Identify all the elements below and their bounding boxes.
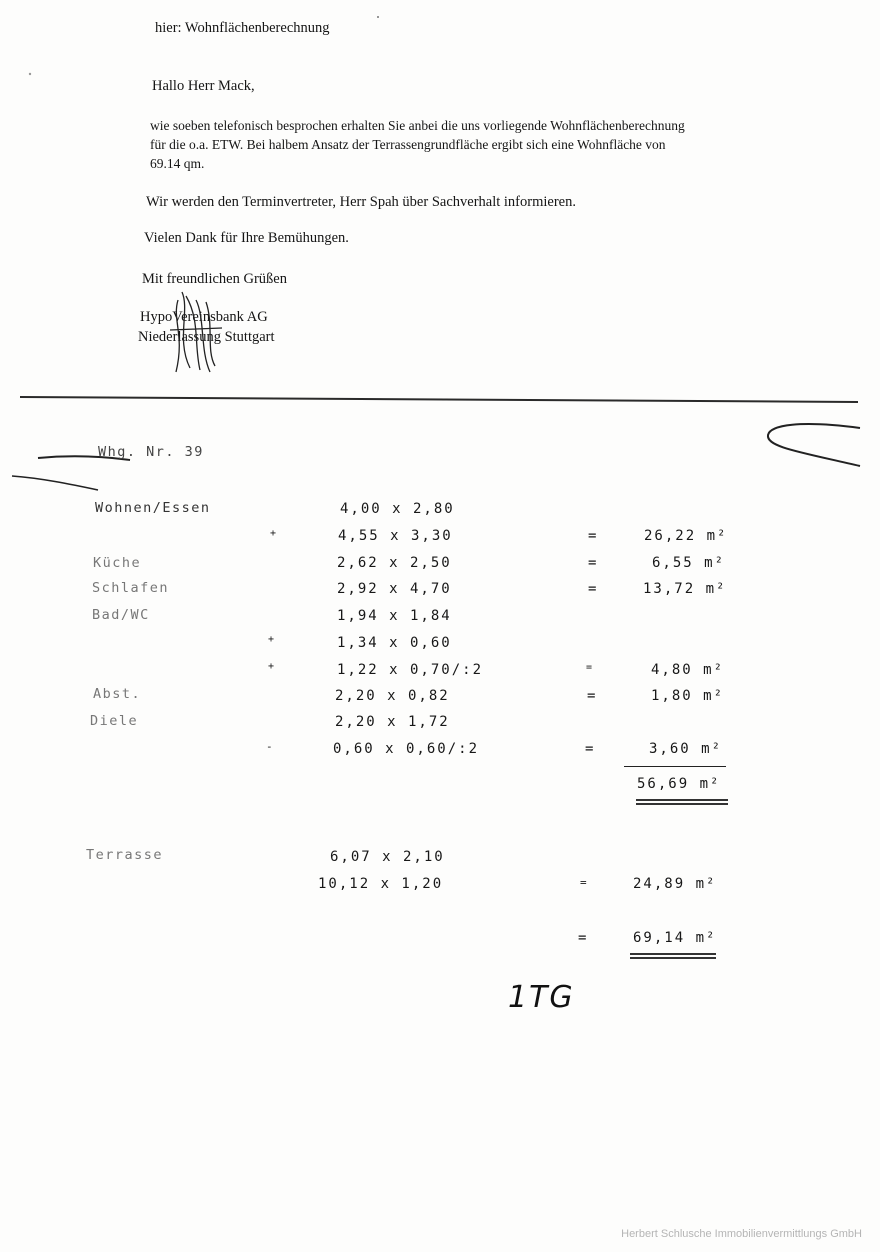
row-result: 3,60 m² — [649, 741, 723, 757]
row-sign: + — [268, 634, 277, 645]
row-formula: 4,00 x 2,80 — [340, 501, 455, 517]
terrace-equals: = — [580, 876, 589, 889]
paragraph-2: Wir werden den Terminvertreter, Herr Spah über Sachverhalt informieren. — [146, 194, 576, 210]
row-formula: 2,20 x 1,72 — [335, 714, 450, 730]
row-label: Wohnen/Essen — [95, 500, 211, 516]
subtotal-value: 56,69 m² — [637, 776, 721, 792]
row-equals: = — [588, 581, 599, 597]
row-equals: = — [588, 528, 599, 544]
row-result: 26,22 m² — [644, 528, 728, 544]
row-formula: 0,60 x 0,60/:2 — [333, 741, 480, 757]
row-equals: = — [586, 662, 595, 673]
subject-line: hier: Wohnflächenberechnung — [155, 20, 330, 36]
paragraph-1-line-1: wie soeben telefonisch besprochen erhalten Sie anbei die uns vorliegende Wohnflächenberechnung — [150, 118, 685, 133]
paragraph-1-line-3: 69.14 qm. — [150, 156, 205, 171]
footer-watermark: Herbert Schlusche Immobilienvermittlungs GmbH — [621, 1228, 862, 1240]
row-sign: + — [268, 661, 277, 672]
terrace-formula-2: 10,12 x 1,20 — [318, 876, 444, 892]
bank-name: HypoVereinsbank AG — [140, 309, 268, 325]
terrace-formula-1: 6,07 x 2,10 — [330, 849, 445, 865]
total-double-underline — [630, 953, 716, 959]
row-label: Küche — [93, 555, 142, 571]
paragraph-3: Vielen Dank für Ihre Bemühungen. — [144, 230, 349, 246]
row-result: 6,55 m² — [652, 555, 726, 571]
row-equals: = — [588, 555, 599, 571]
row-equals: = — [585, 741, 596, 757]
row-result: 1,80 m² — [651, 688, 725, 704]
closing: Mit freundlichen Grüßen — [142, 271, 287, 287]
row-formula: 4,55 x 3,30 — [338, 528, 453, 544]
row-sign: - — [266, 740, 275, 753]
row-formula: 1,94 x 1,84 — [337, 608, 452, 624]
paragraph-1-line-2: für die o.a. ETW. Bei halbem Ansatz der Terrassengrundfläche ergibt sich eine Wohnfläche von — [150, 137, 666, 152]
row-formula: 2,62 x 2,50 — [337, 555, 452, 571]
row-formula: 2,92 x 4,70 — [337, 581, 452, 597]
row-label: Schlafen — [92, 580, 170, 596]
row-label: Bad/WC — [92, 607, 150, 623]
row-formula: 1,22 x 0,70/:2 — [337, 662, 484, 678]
row-result: 13,72 m² — [643, 581, 727, 597]
row-sign: + — [270, 528, 279, 539]
row-formula: 1,34 x 0,60 — [337, 635, 452, 651]
handwritten-note: 1TG — [508, 980, 575, 1015]
apartment-heading: Whg. Nr. 39 — [98, 444, 204, 460]
row-label: Abst. — [93, 686, 142, 702]
greeting: Hallo Herr Mack, — [152, 78, 255, 94]
total-equals: = — [578, 930, 589, 946]
subtotal-double-underline — [636, 799, 728, 805]
terrace-result: 24,89 m² — [633, 876, 717, 892]
row-equals: = — [587, 688, 598, 704]
row-label: Diele — [90, 713, 139, 729]
subtotal-underline — [624, 766, 726, 767]
total-value: 69,14 m² — [633, 930, 717, 946]
row-result: 4,80 m² — [651, 662, 725, 678]
terrace-label: Terrasse — [86, 847, 164, 863]
row-formula: 2,20 x 0,82 — [335, 688, 450, 704]
bank-branch: Niederlassung Stuttgart — [138, 329, 275, 345]
